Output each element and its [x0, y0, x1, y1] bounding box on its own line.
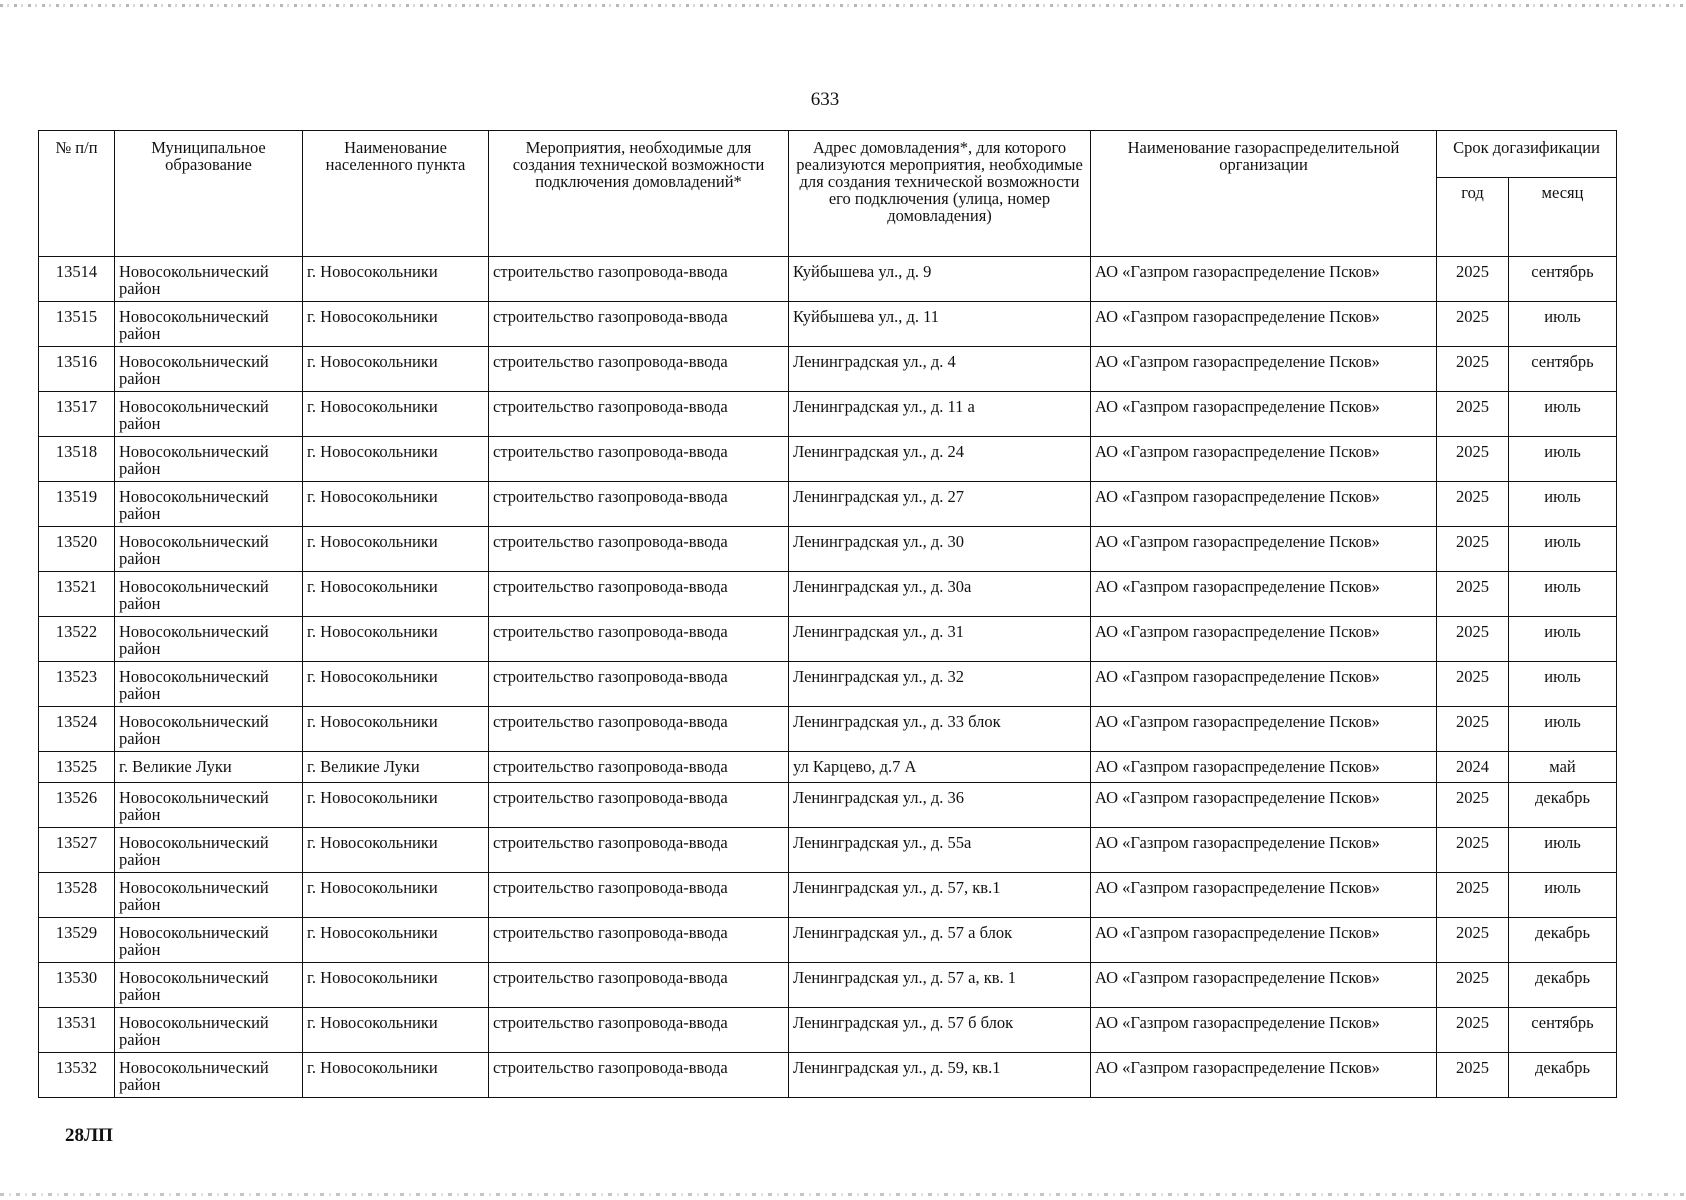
cell-activity: строительство газопровода-ввода: [489, 707, 789, 752]
cell-locality: г. Новосокольники: [303, 617, 489, 662]
cell-locality: г. Новосокольники: [303, 392, 489, 437]
cell-organization: АО «Газпром газораспределение Псков»: [1091, 257, 1437, 302]
cell-year: 2025: [1437, 963, 1509, 1008]
cell-month: июль: [1509, 828, 1617, 873]
table-row: [39, 392, 1617, 437]
cell-num: 13530: [39, 963, 115, 1008]
header-activities: Мероприятия, необходимые для создания технической возможности подключения домовладений*: [489, 131, 789, 257]
cell-num: 13517: [39, 392, 115, 437]
table-row: [39, 1053, 1617, 1098]
cell-activity: строительство газопровода-ввода: [489, 392, 789, 437]
cell-address: ул Карцево, д.7 А: [789, 752, 1091, 783]
cell-num: 13519: [39, 482, 115, 527]
cell-organization: АО «Газпром газораспределение Псков»: [1091, 783, 1437, 828]
cell-organization: АО «Газпром газораспределение Псков»: [1091, 1053, 1437, 1098]
cell-municipality: Новосокольнический район: [115, 828, 303, 873]
cell-num: 13527: [39, 828, 115, 873]
cell-month: июль: [1509, 482, 1617, 527]
cell-month: июль: [1509, 527, 1617, 572]
cell-address: Ленинградская ул., д. 24: [789, 437, 1091, 482]
cell-locality: г. Новосокольники: [303, 707, 489, 752]
cell-address: Ленинградская ул., д. 32: [789, 662, 1091, 707]
cell-locality: г. Новосокольники: [303, 828, 489, 873]
cell-activity: строительство газопровода-ввода: [489, 783, 789, 828]
cell-num: 13529: [39, 918, 115, 963]
cell-year: 2025: [1437, 707, 1509, 752]
cell-month: июль: [1509, 302, 1617, 347]
cell-activity: строительство газопровода-ввода: [489, 1053, 789, 1098]
table-row: [39, 527, 1617, 572]
cell-address: Ленинградская ул., д. 4: [789, 347, 1091, 392]
cell-locality: г. Новосокольники: [303, 662, 489, 707]
cell-activity: строительство газопровода-ввода: [489, 527, 789, 572]
table-row: [39, 572, 1617, 617]
cell-activity: строительство газопровода-ввода: [489, 1008, 789, 1053]
table-row: [39, 1008, 1617, 1053]
header-address: Адрес домовладения*, для которого реализуются мероприятия, необходимые для создания технической возможности его подключения (улица, номер домовладения): [789, 131, 1091, 257]
cell-organization: АО «Газпром газораспределение Псков»: [1091, 392, 1437, 437]
cell-address: Ленинградская ул., д. 57 б блок: [789, 1008, 1091, 1053]
cell-activity: строительство газопровода-ввода: [489, 347, 789, 392]
cell-year: 2025: [1437, 302, 1509, 347]
cell-num: 13521: [39, 572, 115, 617]
cell-locality: г. Новосокольники: [303, 572, 489, 617]
cell-activity: строительство газопровода-ввода: [489, 918, 789, 963]
cell-year: 2024: [1437, 752, 1509, 783]
cell-address: Куйбышева ул., д. 9: [789, 257, 1091, 302]
cell-municipality: Новосокольнический район: [115, 482, 303, 527]
cell-activity: строительство газопровода-ввода: [489, 437, 789, 482]
gasification-table: [38, 130, 1617, 1098]
document-code: 28ЛП: [65, 1125, 113, 1146]
cell-organization: АО «Газпром газораспределение Псков»: [1091, 918, 1437, 963]
cell-municipality: Новосокольнический район: [115, 572, 303, 617]
cell-address: Ленинградская ул., д. 30: [789, 527, 1091, 572]
cell-address: Ленинградская ул., д. 57 а, кв. 1: [789, 963, 1091, 1008]
cell-num: 13518: [39, 437, 115, 482]
cell-locality: г. Новосокольники: [303, 257, 489, 302]
cell-month: июль: [1509, 617, 1617, 662]
cell-address: Куйбышева ул., д. 11: [789, 302, 1091, 347]
cell-num: 13531: [39, 1008, 115, 1053]
cell-year: 2025: [1437, 783, 1509, 828]
header-locality: Наименование населенного пункта: [303, 131, 489, 257]
cell-locality: г. Новосокольники: [303, 963, 489, 1008]
header-municipality: Муниципальное образование: [115, 131, 303, 257]
cell-num: 13525: [39, 752, 115, 783]
table-row: [39, 918, 1617, 963]
cell-activity: строительство газопровода-ввода: [489, 617, 789, 662]
cell-organization: АО «Газпром газораспределение Псков»: [1091, 752, 1437, 783]
cell-num: 13523: [39, 662, 115, 707]
cell-activity: строительство газопровода-ввода: [489, 963, 789, 1008]
cell-organization: АО «Газпром газораспределение Псков»: [1091, 302, 1437, 347]
table-row: [39, 752, 1617, 783]
table-row: [39, 662, 1617, 707]
cell-locality: г. Новосокольники: [303, 437, 489, 482]
cell-month: декабрь: [1509, 783, 1617, 828]
cell-municipality: Новосокольнический район: [115, 617, 303, 662]
cell-organization: АО «Газпром газораспределение Псков»: [1091, 347, 1437, 392]
cell-locality: г. Великие Луки: [303, 752, 489, 783]
cell-organization: АО «Газпром газораспределение Псков»: [1091, 437, 1437, 482]
cell-address: Ленинградская ул., д. 33 блок: [789, 707, 1091, 752]
cell-month: июль: [1509, 662, 1617, 707]
cell-month: сентябрь: [1509, 1008, 1617, 1053]
cell-year: 2025: [1437, 918, 1509, 963]
header-deadline: Срок догазификации: [1437, 131, 1617, 178]
table-row: [39, 963, 1617, 1008]
cell-activity: строительство газопровода-ввода: [489, 873, 789, 918]
cell-year: 2025: [1437, 392, 1509, 437]
table-row: [39, 783, 1617, 828]
cell-locality: г. Новосокольники: [303, 918, 489, 963]
cell-year: 2025: [1437, 1053, 1509, 1098]
cell-month: декабрь: [1509, 963, 1617, 1008]
cell-locality: г. Новосокольники: [303, 302, 489, 347]
header-month: месяц: [1509, 178, 1617, 257]
cell-address: Ленинградская ул., д. 30а: [789, 572, 1091, 617]
cell-organization: АО «Газпром газораспределение Псков»: [1091, 572, 1437, 617]
cell-municipality: Новосокольнический район: [115, 437, 303, 482]
cell-municipality: Новосокольнический район: [115, 257, 303, 302]
cell-year: 2025: [1437, 347, 1509, 392]
cell-year: 2025: [1437, 572, 1509, 617]
cell-num: 13522: [39, 617, 115, 662]
cell-month: декабрь: [1509, 1053, 1617, 1098]
cell-organization: АО «Газпром газораспределение Псков»: [1091, 963, 1437, 1008]
cell-organization: АО «Газпром газораспределение Псков»: [1091, 482, 1437, 527]
cell-year: 2025: [1437, 828, 1509, 873]
page-number: 633: [810, 89, 840, 110]
cell-address: Ленинградская ул., д. 57 а блок: [789, 918, 1091, 963]
cell-activity: строительство газопровода-ввода: [489, 572, 789, 617]
cell-activity: строительство газопровода-ввода: [489, 257, 789, 302]
cell-num: 13528: [39, 873, 115, 918]
cell-address: Ленинградская ул., д. 11 а: [789, 392, 1091, 437]
table-row: [39, 707, 1617, 752]
cell-organization: АО «Газпром газораспределение Псков»: [1091, 617, 1437, 662]
header-year: год: [1437, 178, 1509, 257]
cell-year: 2025: [1437, 617, 1509, 662]
cell-activity: строительство газопровода-ввода: [489, 482, 789, 527]
cell-municipality: Новосокольнический район: [115, 302, 303, 347]
cell-locality: г. Новосокольники: [303, 482, 489, 527]
table-row: [39, 257, 1617, 302]
cell-locality: г. Новосокольники: [303, 347, 489, 392]
cell-month: декабрь: [1509, 918, 1617, 963]
header-row: [39, 131, 1617, 178]
cell-municipality: Новосокольнический район: [115, 707, 303, 752]
cell-locality: г. Новосокольники: [303, 1053, 489, 1098]
header-organization: Наименование газораспределительной организации: [1091, 131, 1437, 257]
cell-municipality: Новосокольнический район: [115, 527, 303, 572]
table-row: [39, 302, 1617, 347]
scan-edge-bottom: [0, 1193, 1686, 1196]
cell-municipality: Новосокольнический район: [115, 662, 303, 707]
cell-year: 2025: [1437, 437, 1509, 482]
cell-address: Ленинградская ул., д. 57, кв.1: [789, 873, 1091, 918]
table-row: [39, 437, 1617, 482]
cell-activity: строительство газопровода-ввода: [489, 752, 789, 783]
cell-organization: АО «Газпром газораспределение Псков»: [1091, 527, 1437, 572]
cell-num: 13515: [39, 302, 115, 347]
cell-organization: АО «Газпром газораспределение Псков»: [1091, 828, 1437, 873]
cell-month: сентябрь: [1509, 257, 1617, 302]
table-row: [39, 482, 1617, 527]
cell-address: Ленинградская ул., д. 31: [789, 617, 1091, 662]
cell-month: июль: [1509, 392, 1617, 437]
cell-month: сентябрь: [1509, 347, 1617, 392]
cell-num: 13532: [39, 1053, 115, 1098]
cell-organization: АО «Газпром газораспределение Псков»: [1091, 1008, 1437, 1053]
cell-locality: г. Новосокольники: [303, 1008, 489, 1053]
cell-year: 2025: [1437, 257, 1509, 302]
cell-municipality: Новосокольнический район: [115, 783, 303, 828]
cell-month: июль: [1509, 707, 1617, 752]
cell-organization: АО «Газпром газораспределение Псков»: [1091, 707, 1437, 752]
cell-address: Ленинградская ул., д. 27: [789, 482, 1091, 527]
cell-num: 13516: [39, 347, 115, 392]
cell-num: 13524: [39, 707, 115, 752]
cell-num: 13526: [39, 783, 115, 828]
cell-municipality: г. Великие Луки: [115, 752, 303, 783]
scan-edge-top: [0, 4, 1686, 7]
cell-municipality: Новосокольнический район: [115, 1053, 303, 1098]
table-row: [39, 873, 1617, 918]
cell-month: июль: [1509, 572, 1617, 617]
cell-year: 2025: [1437, 527, 1509, 572]
cell-activity: строительство газопровода-ввода: [489, 828, 789, 873]
cell-month: июль: [1509, 437, 1617, 482]
cell-municipality: Новосокольнический район: [115, 1008, 303, 1053]
cell-address: Ленинградская ул., д. 59, кв.1: [789, 1053, 1091, 1098]
cell-organization: АО «Газпром газораспределение Псков»: [1091, 873, 1437, 918]
cell-address: Ленинградская ул., д. 55а: [789, 828, 1091, 873]
table-row: [39, 617, 1617, 662]
header-num: № п/п: [39, 131, 115, 257]
cell-municipality: Новосокольнический район: [115, 963, 303, 1008]
cell-address: Ленинградская ул., д. 36: [789, 783, 1091, 828]
cell-locality: г. Новосокольники: [303, 873, 489, 918]
cell-municipality: Новосокольнический район: [115, 392, 303, 437]
table-row: [39, 828, 1617, 873]
cell-month: июль: [1509, 873, 1617, 918]
cell-year: 2025: [1437, 873, 1509, 918]
cell-num: 13514: [39, 257, 115, 302]
cell-municipality: Новосокольнический район: [115, 347, 303, 392]
cell-municipality: Новосокольнический район: [115, 918, 303, 963]
cell-municipality: Новосокольнический район: [115, 873, 303, 918]
cell-year: 2025: [1437, 662, 1509, 707]
cell-year: 2025: [1437, 1008, 1509, 1053]
cell-month: май: [1509, 752, 1617, 783]
cell-locality: г. Новосокольники: [303, 783, 489, 828]
cell-year: 2025: [1437, 482, 1509, 527]
cell-locality: г. Новосокольники: [303, 527, 489, 572]
cell-activity: строительство газопровода-ввода: [489, 662, 789, 707]
cell-organization: АО «Газпром газораспределение Псков»: [1091, 662, 1437, 707]
table-row: [39, 347, 1617, 392]
cell-activity: строительство газопровода-ввода: [489, 302, 789, 347]
cell-num: 13520: [39, 527, 115, 572]
